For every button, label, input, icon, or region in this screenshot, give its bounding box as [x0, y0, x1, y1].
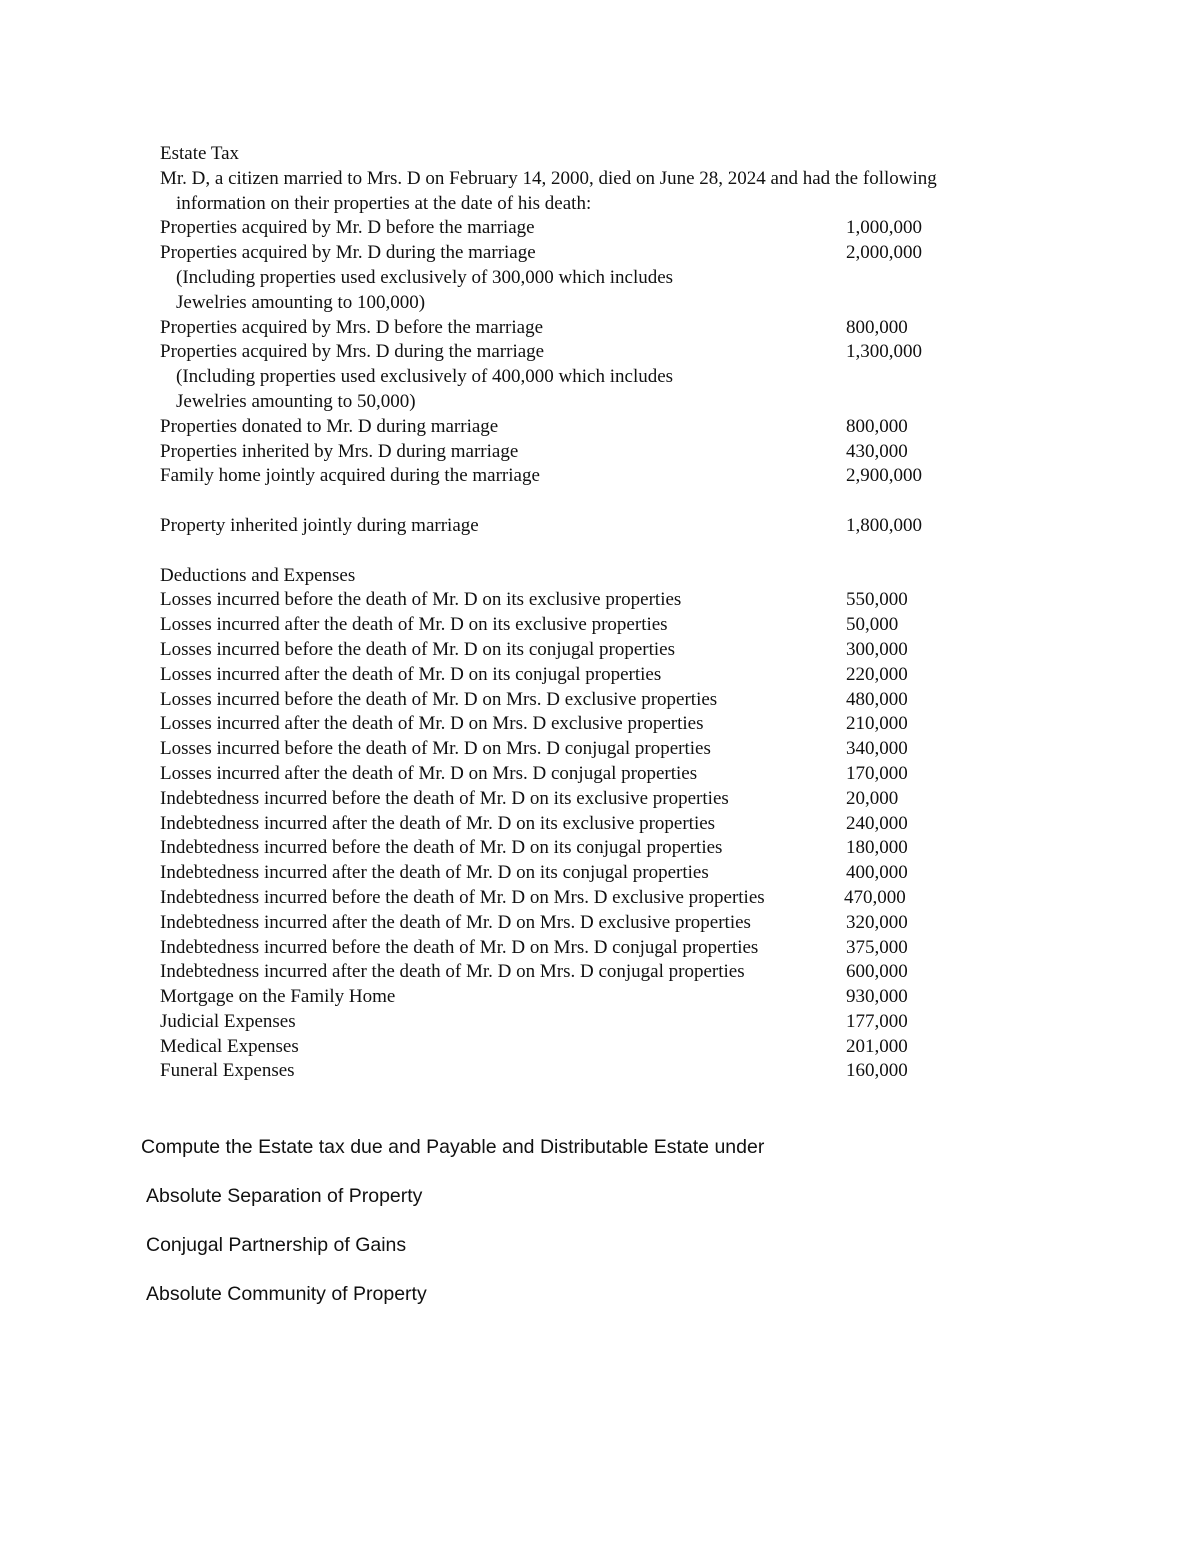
property-note: Jewelries amounting to 100,000) [176, 291, 426, 313]
blank-line [160, 489, 1060, 514]
deduction-label: Losses incurred after the death of Mr. D on its exclusive properties [160, 614, 668, 636]
question-text: Compute the Estate tax due and Payable and Distributable Estate under [141, 1136, 765, 1158]
deduction-label: Indebtedness incurred before the death of Mr. D on its exclusive properties [160, 787, 729, 809]
deduction-label: Losses incurred after the death of Mr. D on Mrs. D conjugal properties [160, 762, 698, 784]
deduction-row [160, 836, 1060, 861]
deduction-amount: 180,000 [846, 837, 908, 859]
deduction-amount: 470,000 [844, 886, 906, 908]
deductions-list [160, 588, 1060, 1084]
deduction-row [160, 812, 1060, 837]
property-row [160, 464, 1060, 489]
property-note-row [160, 266, 1060, 291]
deduction-row [160, 737, 1060, 762]
deduction-label: Losses incurred before the death of Mr. D on Mrs. D conjugal properties [160, 738, 711, 760]
deduction-label: Judicial Expenses [160, 1010, 296, 1032]
deduction-amount: 400,000 [846, 862, 908, 884]
deduction-amount: 340,000 [846, 738, 908, 760]
intro-text-line-2: information on their properties at the date of his death: [176, 192, 592, 214]
property-amount: 2,900,000 [846, 465, 922, 487]
property-row [160, 316, 1060, 341]
property-amount: 1,300,000 [846, 341, 922, 363]
property-amount: 800,000 [846, 415, 908, 437]
deduction-row [160, 712, 1060, 737]
blank-line [160, 539, 1060, 564]
deduction-row [160, 911, 1060, 936]
property-label: Properties acquired by Mr. D during the marriage [160, 242, 536, 264]
property-note-row [160, 390, 1060, 415]
property-row [160, 415, 1060, 440]
property-label: Properties donated to Mr. D during marriage [160, 415, 499, 437]
property-row [160, 241, 1060, 266]
deduction-label: Mortgage on the Family Home [160, 986, 396, 1008]
property-amount: 430,000 [846, 440, 908, 462]
deduction-row [160, 985, 1060, 1010]
property-amount: 800,000 [846, 316, 908, 338]
deduction-label: Indebtedness incurred before the death of Mr. D on Mrs. D conjugal properties [160, 936, 759, 958]
deduction-label: Indebtedness incurred before the death of Mr. D on its conjugal properties [160, 837, 723, 859]
property-row [160, 514, 1060, 539]
deduction-row [160, 787, 1060, 812]
property-amount: 1,000,000 [846, 217, 922, 239]
deduction-label: Indebtedness incurred after the death of Mr. D on Mrs. D conjugal properties [160, 961, 745, 983]
deductions-heading: Deductions and Expenses [160, 564, 356, 586]
deduction-label: Indebtedness incurred after the death of Mr. D on Mrs. D exclusive properties [160, 911, 751, 933]
deduction-row [160, 936, 1060, 961]
deduction-amount: 201,000 [846, 1035, 908, 1057]
deduction-label: Losses incurred after the death of Mr. D on its conjugal properties [160, 663, 662, 685]
deduction-amount: 50,000 [846, 614, 899, 636]
property-label: Properties acquired by Mrs. D before the marriage [160, 316, 544, 338]
property-label: Property inherited jointly during marriage [160, 514, 479, 536]
deduction-row [160, 688, 1060, 713]
property-note: (Including properties used exclusively of 300,000 which includes [176, 266, 674, 288]
deduction-row [160, 1035, 1060, 1060]
deduction-amount: 160,000 [846, 1060, 908, 1082]
deduction-row [160, 861, 1060, 886]
property-amount: 1,800,000 [846, 514, 922, 536]
deduction-amount: 375,000 [846, 936, 908, 958]
deduction-amount: 20,000 [846, 787, 899, 809]
deduction-row [160, 886, 1060, 911]
deduction-row [160, 613, 1060, 638]
deduction-row [160, 762, 1060, 787]
deduction-label: Indebtedness incurred after the death of Mr. D on its exclusive properties [160, 812, 716, 834]
deduction-amount: 600,000 [846, 961, 908, 983]
deduction-label: Funeral Expenses [160, 1060, 295, 1082]
deduction-label: Indebtedness incurred after the death of Mr. D on its conjugal properties [160, 862, 709, 884]
property-row [160, 440, 1060, 465]
intro-text-line-1: Mr. D, a citizen married to Mrs. D on February 14, 2000, died on June 28, 2024 and had the following [160, 167, 937, 189]
deduction-amount: 220,000 [846, 663, 908, 685]
deduction-label: Losses incurred before the death of Mr. D on its exclusive properties [160, 589, 682, 611]
property-label: Family home jointly acquired during the marriage [160, 465, 540, 487]
deduction-amount: 240,000 [846, 812, 908, 834]
deduction-label: Medical Expenses [160, 1035, 299, 1057]
property-label: Properties acquired by Mr. D before the marriage [160, 217, 535, 239]
property-row [160, 340, 1060, 365]
deduction-amount: 320,000 [846, 911, 908, 933]
regime-item: Absolute Community of Property [146, 1283, 427, 1305]
deduction-label: Losses incurred after the death of Mr. D on Mrs. D exclusive properties [160, 713, 704, 735]
property-label: Properties acquired by Mrs. D during the marriage [160, 341, 545, 363]
deduction-amount: 210,000 [846, 713, 908, 735]
deduction-amount: 480,000 [846, 688, 908, 710]
deduction-row [160, 960, 1060, 985]
regime-item: Conjugal Partnership of Gains [146, 1234, 407, 1256]
property-note-row [160, 365, 1060, 390]
deduction-row [160, 663, 1060, 688]
deduction-label: Losses incurred before the death of Mr. D on its conjugal properties [160, 638, 675, 660]
regime-item: Absolute Separation of Property [146, 1185, 423, 1207]
property-note: (Including properties used exclusively of 400,000 which includes [176, 366, 674, 388]
property-label: Properties inherited by Mrs. D during marriage [160, 440, 519, 462]
deduction-amount: 550,000 [846, 589, 908, 611]
document-title: Estate Tax [160, 143, 240, 164]
deduction-amount: 177,000 [846, 1010, 908, 1032]
deduction-label: Losses incurred before the death of Mr. D on Mrs. D exclusive properties [160, 688, 718, 710]
property-note-row [160, 291, 1060, 316]
estate-tax-problem [160, 142, 1060, 1084]
deduction-amount: 300,000 [846, 638, 908, 660]
properties-list [160, 216, 1060, 538]
property-amount: 2,000,000 [846, 242, 922, 264]
deduction-amount: 170,000 [846, 762, 908, 784]
deduction-row [160, 588, 1060, 613]
deduction-amount: 930,000 [846, 986, 908, 1008]
deduction-row [160, 638, 1060, 663]
property-row [160, 216, 1060, 241]
deduction-row [160, 1059, 1060, 1084]
question-section [141, 1133, 1041, 1329]
deduction-label: Indebtedness incurred before the death of Mr. D on Mrs. D exclusive properties [160, 886, 765, 908]
deduction-row [160, 1010, 1060, 1035]
property-note: Jewelries amounting to 50,000) [176, 390, 416, 412]
